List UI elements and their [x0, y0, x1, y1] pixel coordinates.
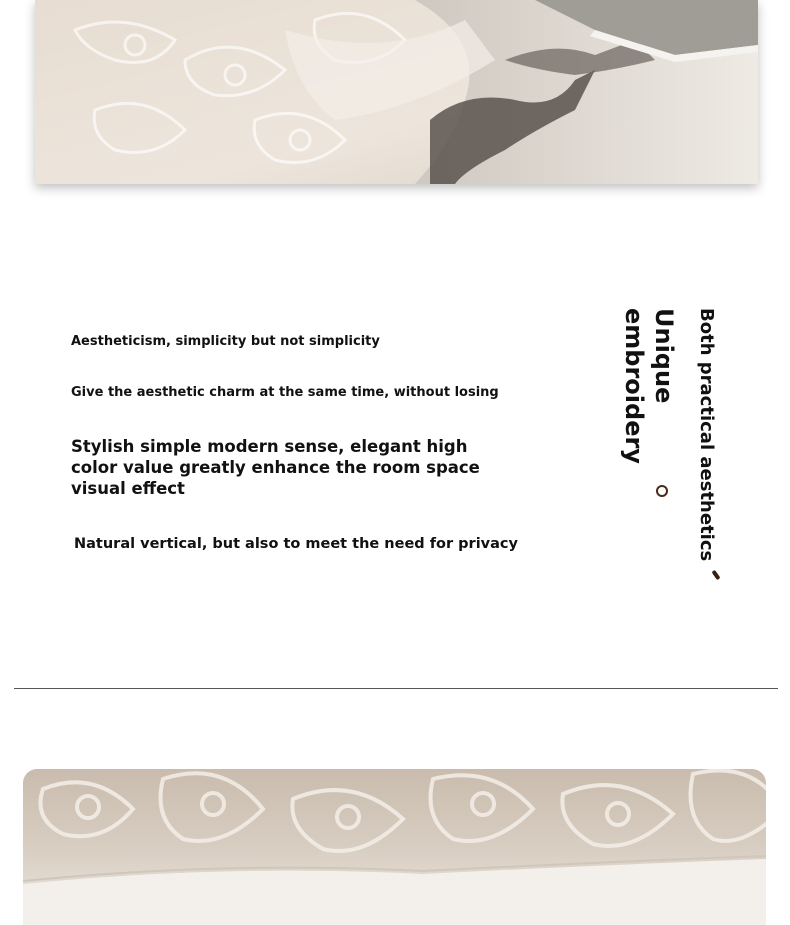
jacquard-fabric-image [23, 769, 766, 925]
fabric-marble-image [35, 0, 758, 184]
fabric-photo-bottom [23, 769, 766, 925]
decorative-circle-icon [656, 485, 668, 497]
decorative-stroke-icon [711, 570, 720, 580]
feature-text-3: Stylish simple modern sense, elegant high color value greatly enhance the room space visual effect [71, 437, 480, 498]
feature-text-2: Give the aesthetic charm at the same time, without losing [71, 385, 499, 400]
feature-text-1: Aestheticism, simplicity but not simplicity [71, 334, 380, 349]
feature-text-4: Natural vertical, but also to meet the need for privacy [74, 536, 518, 552]
vertical-text-unique: Unique [650, 308, 678, 404]
vertical-text-practical: Both practical aesthetics [696, 308, 717, 562]
curtain-photo-top [35, 0, 758, 184]
section-divider [14, 688, 778, 689]
vertical-text-embroidery: embroidery [620, 308, 648, 464]
